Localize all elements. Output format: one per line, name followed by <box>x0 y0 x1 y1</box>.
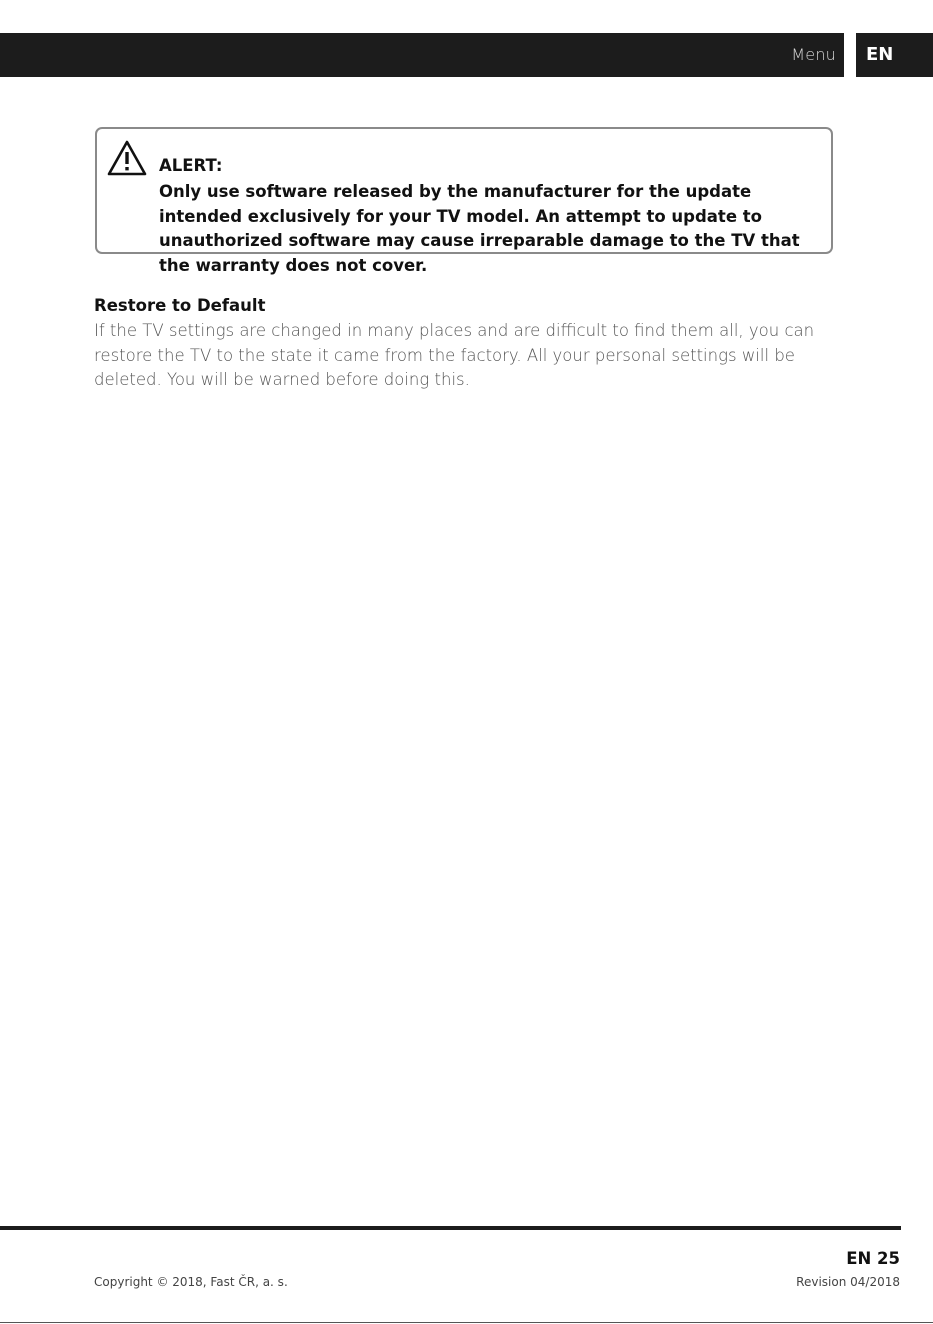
language-label: EN <box>866 44 894 65</box>
language-badge <box>856 33 933 77</box>
page-number: EN 25 <box>846 1249 900 1268</box>
alert-text: Only use software released by the manufacturer for the update intended exclusively for your TV model. An attempt to update to unauthorized software may cause irreparable damage to the TV that the warranty does not cover. <box>159 182 800 275</box>
alert-title: ALERT: <box>159 156 223 175</box>
section-body: If the TV settings are changed in many places and are difficult to find them all, you can restore the TV to the state it came from the factory. All your personal settings will be deleted. You will be warned before doing this. <box>94 321 815 389</box>
header-bar <box>0 33 844 77</box>
copyright-text: Copyright © 2018, Fast ČR, a. s. <box>94 1275 288 1289</box>
footer-rule <box>0 1226 901 1230</box>
header-menu-link[interactable]: Menu <box>791 45 836 64</box>
revision-text: Revision 04/2018 <box>796 1275 900 1289</box>
section-title: Restore to Default <box>94 296 266 315</box>
warning-triangle-icon <box>106 139 148 177</box>
alert-box <box>95 127 833 275</box>
bottom-rule <box>0 1322 933 1323</box>
